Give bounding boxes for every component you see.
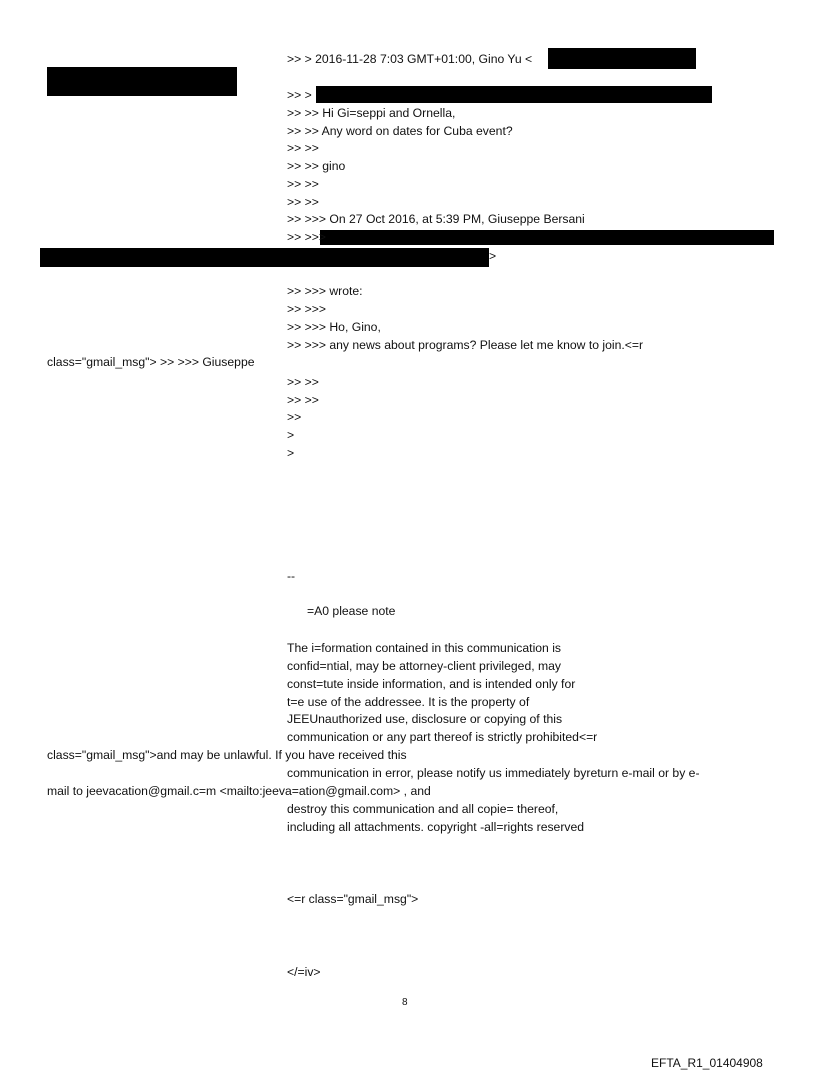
redaction-bar-email	[548, 48, 696, 69]
trail-line: >	[287, 446, 295, 460]
disclaimer-line: t=e use of the addressee. It is the property of	[287, 695, 530, 709]
disclaimer-line: including all attachments. copyright -all=rights reserved	[287, 820, 585, 834]
full-line: class="gmail_msg">and may be unlawful. If you have received this	[47, 748, 407, 762]
header-line: >> > 2016-11-28 7:03 GMT+01:00, Gino Yu <	[287, 52, 533, 66]
page-number: 8	[402, 997, 408, 1008]
disclaimer-line: JEEUnauthorized use, disclosure or copying of this	[287, 712, 563, 726]
header-line: >> >> Hi Gi=seppi and Ornella,	[287, 106, 456, 120]
quoted-line: >> >>> any news about programs? Please let me know to join.<=r	[287, 338, 644, 352]
header-line: >> >>>	[287, 230, 326, 244]
full-line: mail to jeevacation@gmail.c=m <mailto:jeeva=ation@gmail.com> , and	[47, 784, 431, 798]
header-line: >> >> Any word on dates for Cuba event?	[287, 124, 513, 138]
header-line: >> >> gino	[287, 159, 346, 173]
redaction-bar-line	[316, 86, 712, 103]
quoted-line: >> >>> Ho, Gino,	[287, 320, 381, 334]
disclaimer-line: confid=ntial, may be attorney-client privileged, may	[287, 659, 562, 673]
gmail-tag: <=r class="gmail_msg">	[287, 892, 419, 906]
div-close-tag: </=iv>	[287, 965, 321, 979]
trail-line: >> >>	[287, 393, 319, 407]
redaction-bar-left	[47, 67, 237, 96]
disclaimer-line: communication or any part thereof is strictly prohibited<=r	[287, 730, 598, 744]
trail-line: >	[287, 428, 295, 442]
header-line: >> >>	[287, 195, 319, 209]
disclaimer-line: communication in error, please notify us immediately byreturn e-mail or by e-	[287, 766, 700, 780]
redaction-bar-wrap-right	[320, 230, 774, 245]
trail-line: >>	[287, 410, 302, 424]
trail-line: >> >>	[287, 375, 319, 389]
header-line: >> >	[287, 88, 312, 102]
wrap-tail: >	[489, 249, 497, 263]
disclaimer-line: The i=formation contained in this communication is	[287, 641, 562, 655]
footer-document-id: EFTA_R1_01404908	[651, 1056, 763, 1070]
quoted-line: >> >>>	[287, 302, 326, 316]
redaction-bar-wrap-left	[40, 248, 489, 267]
please-note: =A0 please note	[307, 604, 396, 618]
full-line: class="gmail_msg"> >> >>> Giuseppe	[47, 355, 255, 369]
quoted-line: >> >>> wrote:	[287, 284, 363, 298]
disclaimer-line: destroy this communication and all copie= thereof,	[287, 802, 559, 816]
header-line: >> >>> On 27 Oct 2016, at 5:39 PM, Giuseppe Bersani	[287, 212, 585, 226]
header-line: >> >>	[287, 177, 319, 191]
disclaimer-line: const=tute inside information, and is intended only for	[287, 677, 576, 691]
signature-separator: --	[287, 569, 296, 583]
header-line: >> >>	[287, 141, 319, 155]
